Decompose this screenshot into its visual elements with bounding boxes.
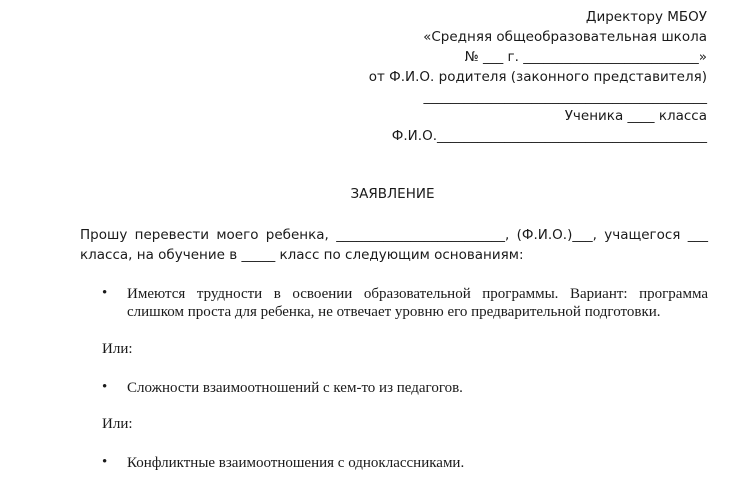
school-name-line: «Средняя общеобразовательная школа [423, 29, 707, 45]
document-title: ЗАЯВЛЕНИЕ [350, 186, 435, 202]
or-separator: Или: [102, 341, 133, 357]
bullet-icon: • [102, 454, 108, 470]
request-line-1: Прошу перевести моего ребенка, _________________________, (Ф.И.О.)___, учащегося ___ [80, 227, 708, 243]
reason-item [102, 285, 708, 321]
reason-item [102, 379, 708, 397]
reason-text-line: Сложности взаимоотношений с кем-то из педагогов. [127, 380, 463, 396]
request-line-2: класса, на обучение в _____ класс по следующим основаниям: [80, 247, 524, 263]
student-class-line: Ученика ____ класса [564, 108, 707, 124]
school-number-line: № ___ г. __________________________» [464, 49, 707, 65]
reason-text-line: Имеются трудности в освоении образовательной программы. Вариант: программа [127, 286, 708, 302]
reason-text-line: Конфликтные взаимоотношения с одноклассниками. [127, 455, 465, 471]
or-separator: Или: [102, 416, 133, 432]
student-name-line: Ф.И.О.________________________________________ [391, 128, 707, 144]
reason-item [102, 454, 708, 472]
from-parent-line: от Ф.И.О. родителя (законного представителя) [368, 69, 707, 85]
addressee-line: Директору МБОУ [585, 9, 707, 25]
reason-text-line: слишком проста для ребенка, не отвечает уровню его предварительной подготовки. [127, 304, 661, 320]
bullet-icon: • [102, 379, 108, 395]
bullet-icon: • [102, 285, 108, 301]
parent-name-blank: __________________________________________ [423, 89, 707, 105]
